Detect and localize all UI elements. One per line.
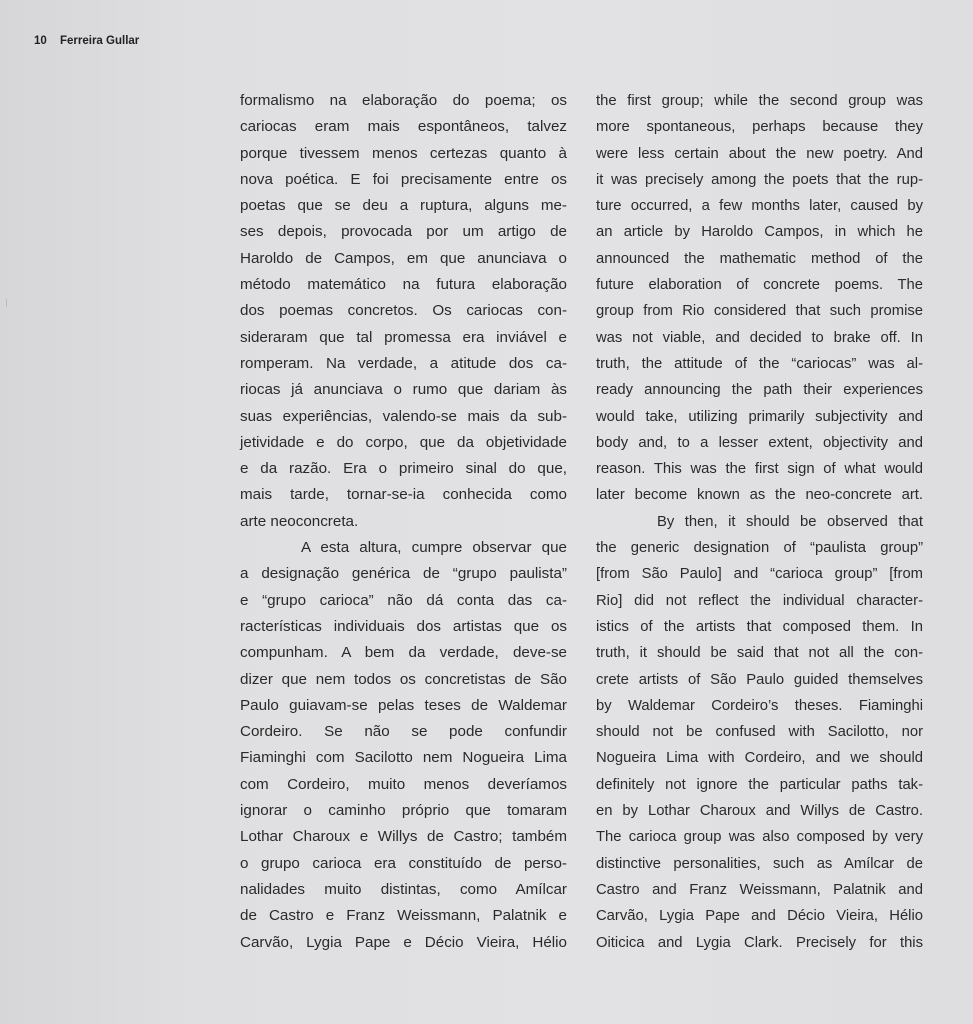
text-line: en by Lothar Charoux and Willys de Castro. (596, 803, 923, 820)
text-line: By then, it should be observed that (657, 513, 923, 530)
text-line: dos poemas concretos. Os cariocas con- (240, 302, 567, 320)
text-line: cariocas eram mais espontâneos, talvez (240, 118, 567, 136)
text-line: Haroldo de Campos, em que anunciava o (240, 249, 567, 267)
text-line: ignorar o caminho próprio que tomaram (240, 802, 567, 820)
text-line: Lothar Charoux e Willys de Castro; também (240, 828, 567, 846)
text-line: Nogueira Lima with Cordeiro, and we should (596, 750, 923, 767)
text-line: sideraram que tal promessa era inviável e (240, 328, 567, 346)
text-line: truth, the attitude of the “cariocas” was al- (596, 355, 923, 372)
text-line: istics of the artists that composed them. In (596, 618, 923, 635)
text-line: Oiticica and Lygia Clark. Precisely for this (596, 934, 923, 951)
text-line: body and, to a lesser extent, objectivity and (596, 434, 923, 451)
text-line: was not viable, and decided to brake off. In (596, 329, 923, 346)
text-line: mais tarde, tornar-se-ia conhecida como (240, 486, 567, 504)
portuguese-column (240, 88, 567, 956)
text-line: Rio] did not reflect the individual character- (596, 592, 923, 609)
text-line: dizer que nem todos os concretistas de São (240, 670, 567, 688)
text-line: would take, utilizing primarily subjectivity and (596, 408, 923, 425)
text-line: The carioca group was also composed by very (596, 829, 923, 846)
text-line: formalismo na elaboração do poema; os (240, 92, 567, 109)
text-line: jetividade e do corpo, que da objetividade (240, 433, 567, 451)
text-line: compunham. A bem da verdade, deve-se (240, 644, 567, 662)
text-line: Castro and Franz Weissmann, Palatnik and (596, 881, 923, 898)
text-line: riocas já anunciava o rumo que dariam às (240, 381, 567, 399)
text-line: Cordeiro. Se não se pode confundir (240, 723, 567, 741)
running-header (34, 35, 139, 47)
text-line: nalidades muito distintas, como Amílcar (240, 880, 567, 898)
text-line: e “grupo carioca” não dá conta das ca- (240, 591, 567, 609)
text-line: were less certain about the new poetry. And (596, 145, 923, 162)
text-line: A esta altura, cumpre observar que (301, 539, 567, 557)
text-line: a designação genérica de “grupo paulista” (240, 565, 567, 583)
text-line: group from Rio considered that such promise (596, 303, 923, 320)
text-line: método matemático na futura elaboração (240, 276, 567, 294)
text-line: o grupo carioca era constituído de perso- (240, 854, 567, 872)
text-line: distinctive personalities, such as Amílcar de (596, 855, 923, 872)
text-line: crete artists of São Paulo guided themselves (596, 671, 923, 688)
text-line: by Waldemar Cordeiro’s theses. Fiaminghi (596, 697, 923, 714)
english-column (596, 88, 923, 956)
text-line: the first group; while the second group was (596, 93, 923, 109)
text-line: reason. This was the first sign of what would (596, 461, 923, 478)
text-line: nova poética. E foi precisamente entre os (240, 170, 567, 188)
text-line: arte neoconcreta. (240, 512, 359, 530)
running-title: Ferreira Gullar (60, 35, 140, 47)
text-line: announced the mathematic method of the (596, 250, 923, 267)
text-line: poetas que se deu a ruptura, alguns me- (240, 197, 567, 215)
text-line: [from São Paulo] and “carioca group” [from (596, 566, 923, 583)
text-line: de Castro e Franz Weissmann, Palatnik e (240, 907, 567, 925)
text-line: truth, it should be said that not all the con- (596, 645, 923, 662)
text-line: suas experiências, valendo-se mais da sub- (240, 407, 567, 425)
text-line: ses depois, provocada por um artigo de (240, 223, 567, 241)
text-line: more spontaneous, perhaps because they (596, 119, 923, 136)
text-line: e da razão. Era o primeiro sinal do que, (240, 460, 567, 478)
text-line: Fiaminghi com Sacilotto nem Nogueira Lima (240, 749, 567, 767)
text-line: later become known as the neo-concrete art. (596, 487, 923, 504)
text-line: should not be confused with Sacilotto, nor (596, 724, 923, 741)
text-line: Carvão, Lygia Pape and Décio Vieira, Hélio (596, 908, 923, 925)
text-line: it was precisely among the poets that the rup- (596, 171, 923, 188)
page-number: 10 (34, 35, 47, 47)
text-line: romperam. Na verdade, a atitude dos ca- (240, 354, 567, 372)
text-line: an article by Haroldo Campos, in which he (596, 224, 923, 241)
text-line: the generic designation of “paulista group” (596, 540, 923, 557)
text-line: racterísticas individuais dos artistas que os (240, 617, 567, 635)
text-line: com Cordeiro, muito menos deveríamos (240, 775, 567, 793)
text-line: ready announcing the path their experiences (596, 382, 923, 399)
text-line: ture occurred, a few months later, caused by (596, 198, 923, 215)
scan-mark (6, 299, 7, 307)
text-line: future elaboration of concrete poems. The (596, 277, 923, 294)
text-line: Paulo guiavam-se pelas teses de Waldemar (240, 696, 567, 714)
text-line: definitely not ignore the particular paths tak- (596, 776, 923, 793)
text-line: porque tivessem menos certezas quanto à (240, 144, 567, 162)
text-line: Carvão, Lygia Pape e Décio Vieira, Hélio (240, 933, 567, 951)
